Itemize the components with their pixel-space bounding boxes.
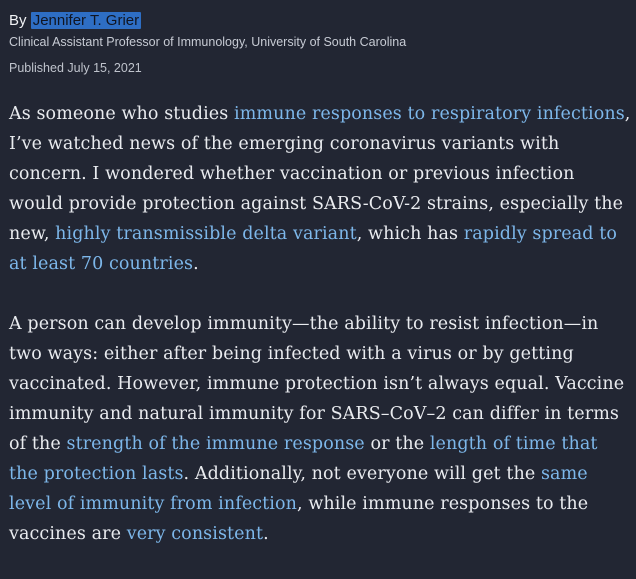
- paragraph-text: .: [193, 254, 199, 274]
- paragraph-text: .: [263, 524, 269, 544]
- inline-link[interactable]: length of time that the protection lasts: [9, 434, 598, 484]
- inline-link[interactable]: very consistent: [126, 524, 264, 544]
- inline-link[interactable]: same level of immunity from infection: [9, 464, 588, 514]
- inline-link[interactable]: strength of the immune response: [66, 434, 365, 454]
- inline-link[interactable]: highly transmissible delta variant: [55, 224, 357, 244]
- inline-link[interactable]: rapidly spread to at least 70 countries: [9, 224, 617, 274]
- article-body: [9, 99, 631, 549]
- paragraph-text: , while immune responses to the vaccines are: [9, 494, 589, 544]
- paragraph-text: . Additionally, not everyone will get the: [183, 464, 541, 484]
- article: [9, 0, 631, 579]
- byline: [9, 10, 631, 32]
- inline-link[interactable]: immune responses to respiratory infections: [234, 104, 625, 124]
- paragraph-text: A person can develop immunity—the ability to resist infection—in two ways: either after being infected with a virus or by getting vaccinated. However, immune protection isn’t always equal. Vaccine immunity and natural immunity for SARS–CoV–2 can differ in terms of the: [9, 314, 625, 454]
- paragraph-text: As someone who studies: [9, 104, 235, 124]
- published-date: Published July 15, 2021: [9, 61, 142, 75]
- byline-prefix: By: [9, 12, 27, 29]
- author-name-link[interactable]: Jennifer T. Grier: [32, 12, 140, 29]
- paragraph-text: or the: [364, 434, 430, 454]
- author-role: Clinical Assistant Professor of Immunology, University of South Carolina: [9, 35, 407, 49]
- paragraph: [9, 309, 631, 549]
- paragraph-text: , I’ve watched news of the emerging coronavirus variants with concern. I wondered whether vaccination or previous infection would provide protection against SARS-CoV-2 strains, especially the new,: [9, 104, 631, 244]
- paragraph: [9, 99, 631, 279]
- paragraph-text: , which has: [356, 224, 464, 244]
